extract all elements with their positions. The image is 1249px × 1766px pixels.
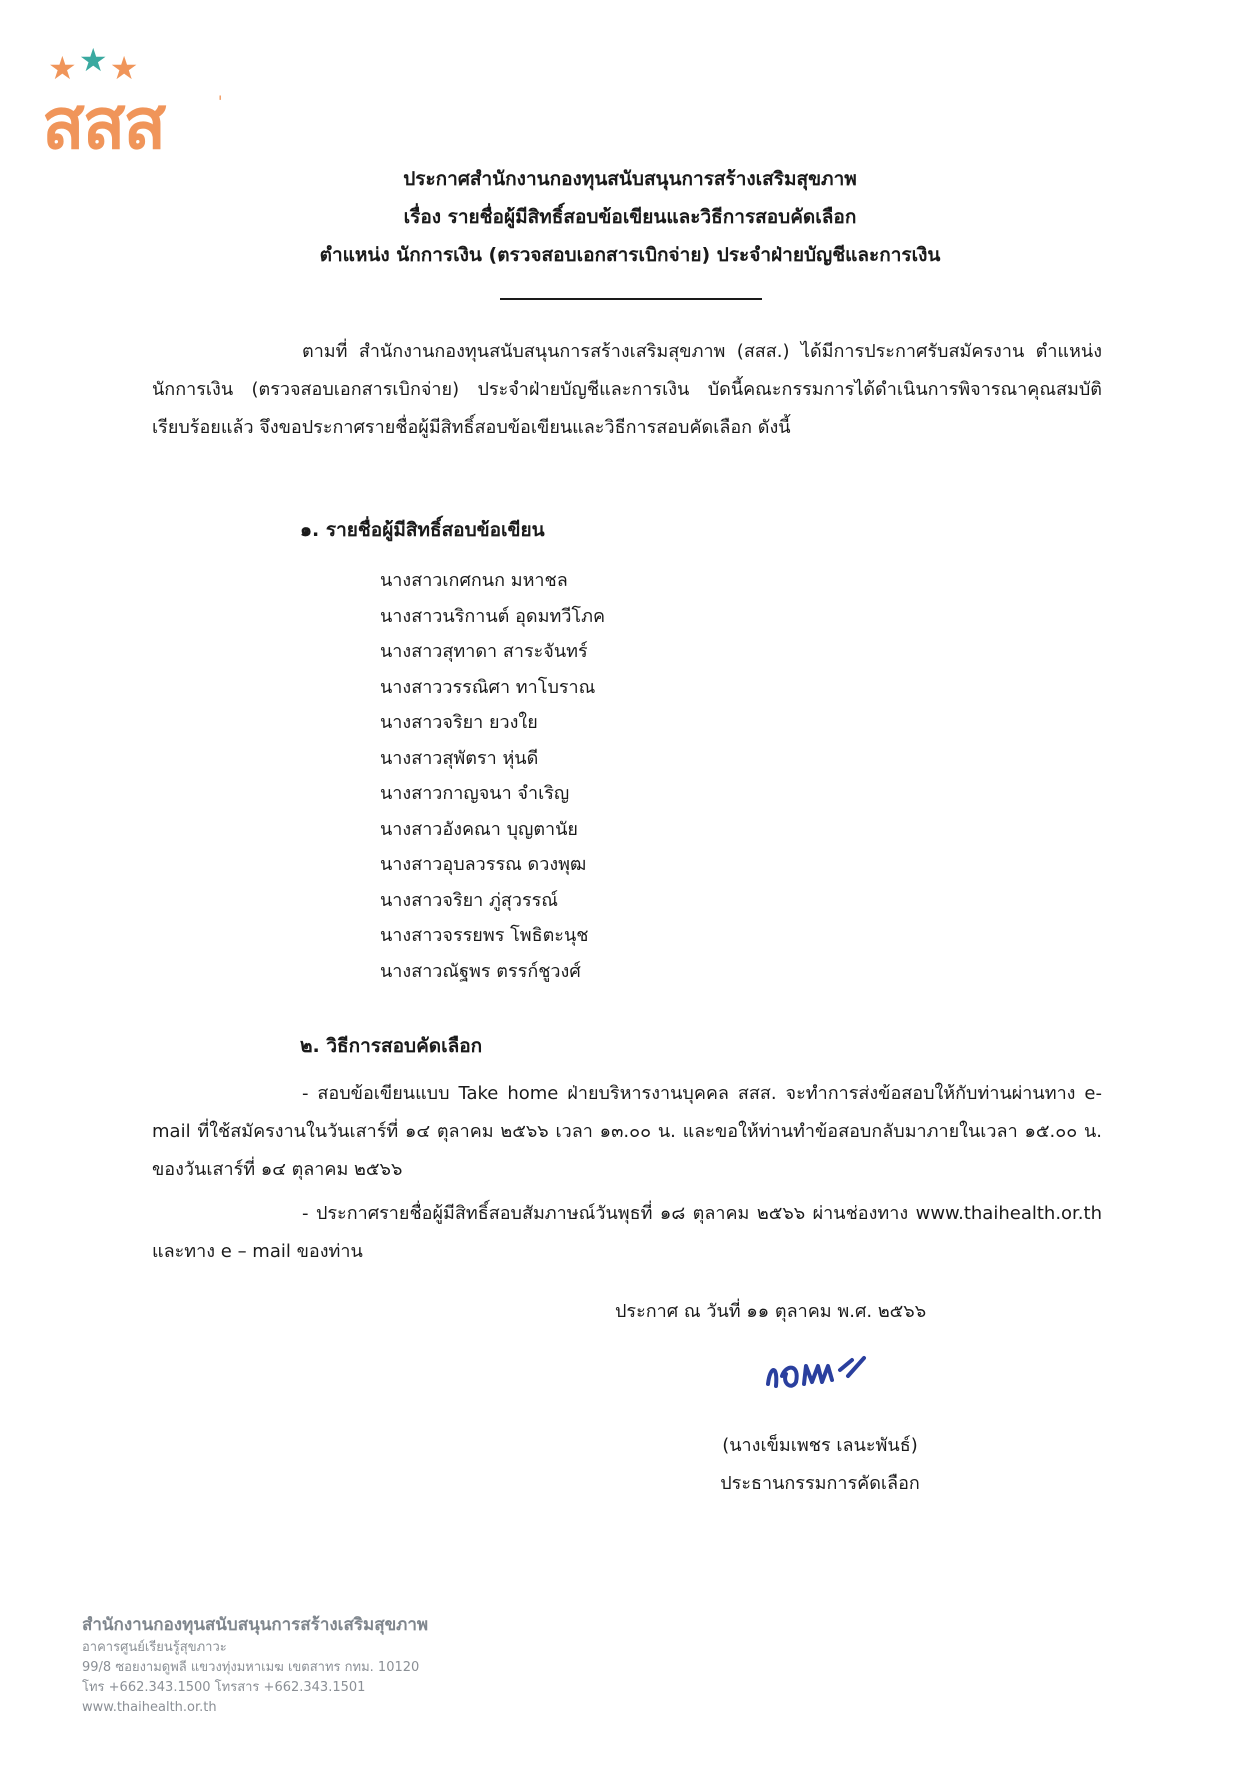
signer-name: (นางเข็มเพชร เลนะพันธ์) [722,1435,918,1456]
footer-phone: โทร +662.343.1500 โทรสาร +662.343.1501 [82,1680,366,1695]
method-item-2-text: - ประกาศรายชื่อผู้มีสิทธิ์สอบสัมภาษณ์วันพุธที่ ๑๘ ตุลาคม ๒๕๖๖ ผ่านช่องทาง www.thaihealth.or.th และทาง e – mail ของท่าน [152,1203,1102,1262]
footer-building: อาคารศูนย์เรียนรู้สุขภาวะ [82,1640,227,1655]
candidate-name: นางสาวณัฐพร ตรรก์ชูวงศ์ [380,960,581,982]
candidate-name: นางสาวอุบลวรรณ ดวงพุฒ [380,854,587,875]
section-2-title: ๒. วิธีการสอบคัดเลือก [300,1035,483,1057]
star-icon: ★ [78,41,104,79]
method-item-1 [152,1075,1102,1189]
announcement-subject: เรื่อง รายชื่อผู้มีสิทธิ์สอบข้อเขียนและวิธีการสอบคัดเลือก [403,206,857,228]
candidate-name: นางสาวสุทาดา สาระจันทร์ [380,641,588,662]
candidate-name: นางสาวจริยา ภู่สุวรรณ์ [380,889,558,911]
logo-wordmark: สสส [42,83,165,165]
section-1-title: ๑. รายชื่อผู้มีสิทธิ์สอบข้อเขียน [300,519,545,541]
signature [760,1346,880,1396]
candidate-name: นางสาวอังคณา บุญตานัย [380,818,578,840]
logo-stars [48,41,135,88]
candidate-name: นางสาวกาญจนา จำเริญ [380,783,570,804]
intro-paragraph [152,333,1102,447]
candidate-list [380,563,605,989]
star-icon: ★ [48,49,73,87]
candidate-name: นางสาวนริกานต์ อุดมทวีโภค [380,605,606,627]
method-item-1-text: - สอบข้อเขียนแบบ Take home ฝ่ายบริหารงานบุคคล สสส. จะทำการส่งข้อสอบให้กับท่านผ่านทาง e-mail ที่ใช้สมัครงานในวันเสาร์ที่ ๑๔ ตุลาคม ๒๕๖๖ เวลา ๑๓.๐๐ น. และขอให้ท่านทำข้อสอบกลับมาภายในเวลา ๑๕.๐๐ น. ของวันเสาร์ที่ ๑๔ ตุลาคม ๒๕๖๖ [152,1083,1102,1180]
method-item-2 [152,1195,1102,1271]
footer [82,1612,428,1718]
signer-role: ประธานกรรมการคัดเลือก [720,1473,920,1494]
candidate-name: นางสาวเกศกนก มหาชล [380,570,568,591]
footer-address: 99/8 ซอยงามดูพลี แขวงทุ่งมหาเมฆ เขตสาทร กทม. 10120 [82,1660,420,1675]
announcement-title: ประกาศสำนักงานกองทุนสนับสนุนการสร้างเสริมสุขภาพ [403,168,857,190]
logo-mark: ' [218,92,223,111]
footer-website: www.thaihealth.or.th [82,1700,217,1715]
thaihealth-logo [42,41,232,165]
candidate-name: นางสาววรรณิศา ทาโบราณ [380,676,596,698]
star-icon: ★ [109,49,135,87]
candidate-name: นางสาวจริยา ยวงใย [380,712,538,733]
announcement-position: ตำแหน่ง นักการเงิน (ตรวจสอบเอกสารเบิกจ่าย) ประจำฝ่ายบัญชีและการเงิน [319,244,941,266]
title-divider [500,298,762,300]
intro-text: ตามที่ สำนักงานกองทุนสนับสนุนการสร้างเสริมสุขภาพ (สสส.) ได้มีการประกาศรับสมัครงาน ตำแหน่ง นักการเงิน (ตรวจสอบเอกสารเบิกจ่าย) ประจำฝ่ายบัญชีและการเงิน บัดนี้คณะกรรมการได้ดำเนินการพิจารณาคุณสมบัติเรียบร้อยแล้ว จึงขอประกาศรายชื่อผู้มีสิทธิ์สอบข้อเขียนและวิธีการสอบคัดเลือก ดังนี้ [152,341,1102,438]
footer-org-name: สำนักงานกองทุนสนับสนุนการสร้างเสริมสุขภาพ [82,1615,429,1635]
announcement-date: ประกาศ ณ วันที่ ๑๑ ตุลาคม พ.ศ. ๒๕๖๖ [615,1301,927,1322]
candidate-name: นางสาวสุพัตรา หุ่นดี [380,747,539,769]
candidate-name: นางสาวจรรยพร โพธิตะนุช [380,925,589,946]
